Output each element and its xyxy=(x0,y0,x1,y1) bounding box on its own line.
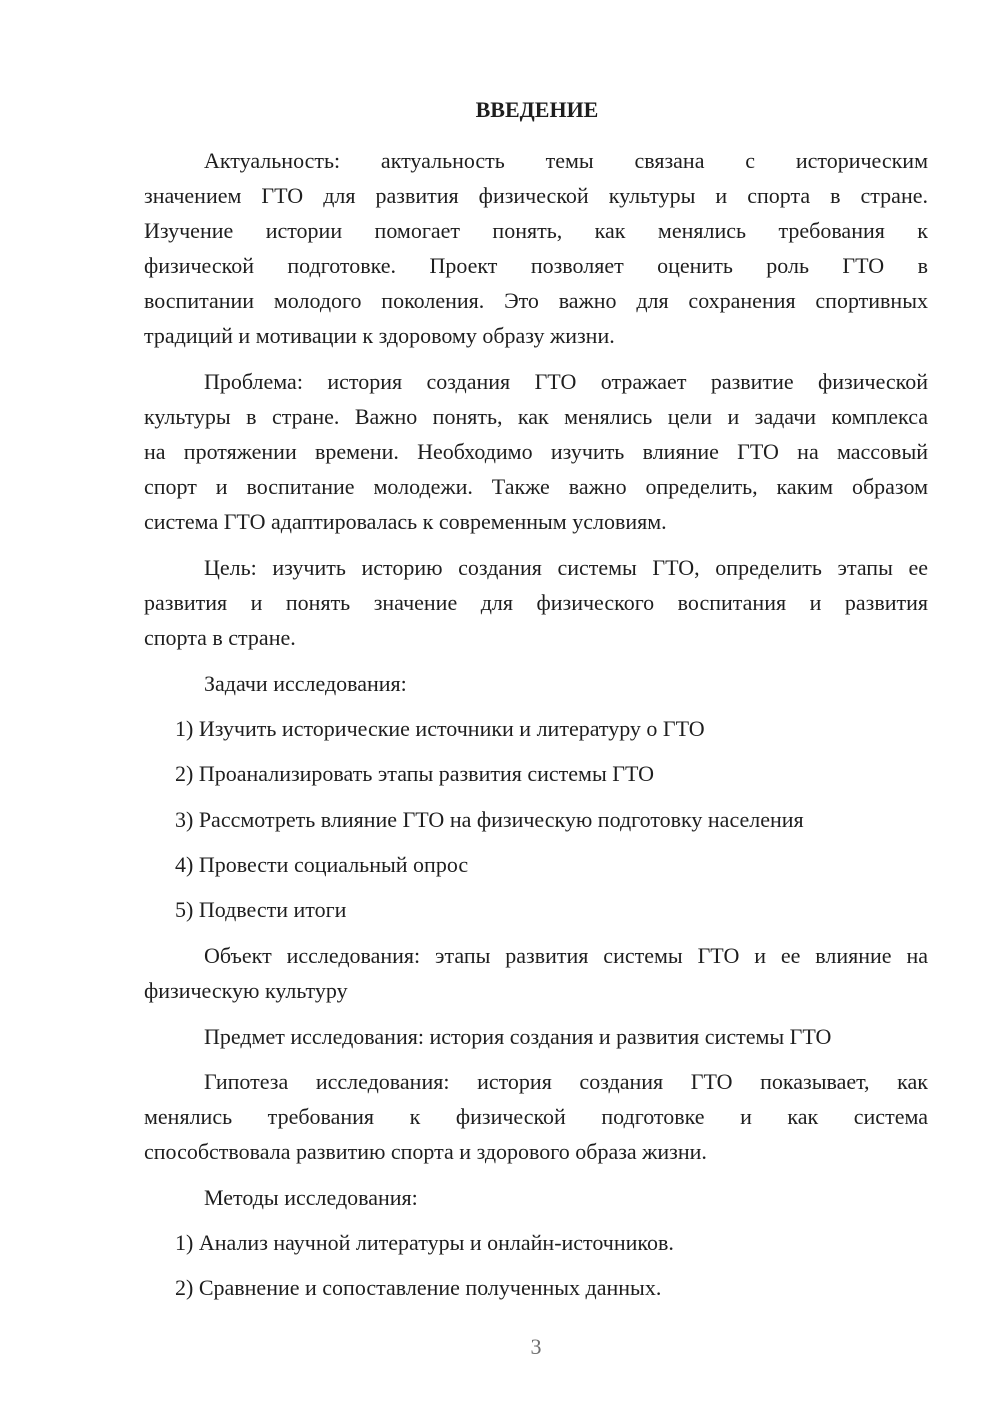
task-item: 4) Провести социальный опрос xyxy=(175,852,469,877)
problem-line-5: система ГТО адаптировалась к современным условиям. xyxy=(144,509,667,534)
hypothesis-line-1: Гипотеза исследования: история создания ГТО показывает, как xyxy=(204,1069,928,1094)
relevance-line-1: Актуальность: актуальность темы связана с историческим xyxy=(204,148,928,173)
problem-line-4: спорт и воспитание молодежи. Также важно определить, каким образом xyxy=(144,474,928,499)
problem-line-2: культуры в стране. Важно понять, как менялись цели и задачи комплекса xyxy=(144,404,928,429)
method-item: 1) Анализ научной литературы и онлайн-источников. xyxy=(175,1230,674,1255)
page-number: 3 xyxy=(530,1334,542,1359)
relevance-line-3: Изучение истории помогает понять, как менялись требования к xyxy=(144,218,928,243)
task-item: 2) Проанализировать этапы развития системы ГТО xyxy=(175,761,654,786)
goal-line-2: развития и понять значение для физического воспитания и развития xyxy=(144,590,928,615)
relevance-line-4: физической подготовке. Проект позволяет оценить роль ГТО в xyxy=(144,253,928,278)
task-item: 3) Рассмотреть влияние ГТО на физическую подготовку населения xyxy=(175,807,804,832)
task-item: 1) Изучить исторические источники и литературу о ГТО xyxy=(175,716,705,741)
object-line-2: физическую культуру xyxy=(144,978,348,1003)
subject-line: Предмет исследования: история создания и развития системы ГТО xyxy=(204,1024,832,1049)
relevance-line-6: традиций и мотивации к здоровому образу жизни. xyxy=(144,323,615,348)
section-title: ВВЕДЕНИЕ xyxy=(475,97,599,122)
hypothesis-line-2: менялись требования к физической подготовке и как система xyxy=(144,1104,928,1129)
method-item: 2) Сравнение и сопоставление полученных данных. xyxy=(175,1275,662,1300)
goal-line-3: спорта в стране. xyxy=(144,625,296,650)
hypothesis-line-3: способствовала развитию спорта и здорового образа жизни. xyxy=(144,1139,707,1164)
relevance-line-2: значением ГТО для развития физической культуры и спорта в стране. xyxy=(144,183,928,208)
problem-line-1: Проблема: история создания ГТО отражает развитие физической xyxy=(204,369,928,394)
methods-heading: Методы исследования: xyxy=(204,1185,418,1210)
object-line-1: Объект исследования: этапы развития системы ГТО и ее влияние на xyxy=(204,943,928,968)
goal-line-1: Цель: изучить историю создания системы ГТО, определить этапы ее xyxy=(204,555,928,580)
tasks-heading: Задачи исследования: xyxy=(204,671,407,696)
relevance-line-5: воспитании молодого поколения. Это важно для сохранения спортивных xyxy=(144,288,928,313)
task-item: 5) Подвести итоги xyxy=(175,897,347,922)
problem-line-3: на протяжении времени. Необходимо изучить влияние ГТО на массовый xyxy=(144,439,928,464)
